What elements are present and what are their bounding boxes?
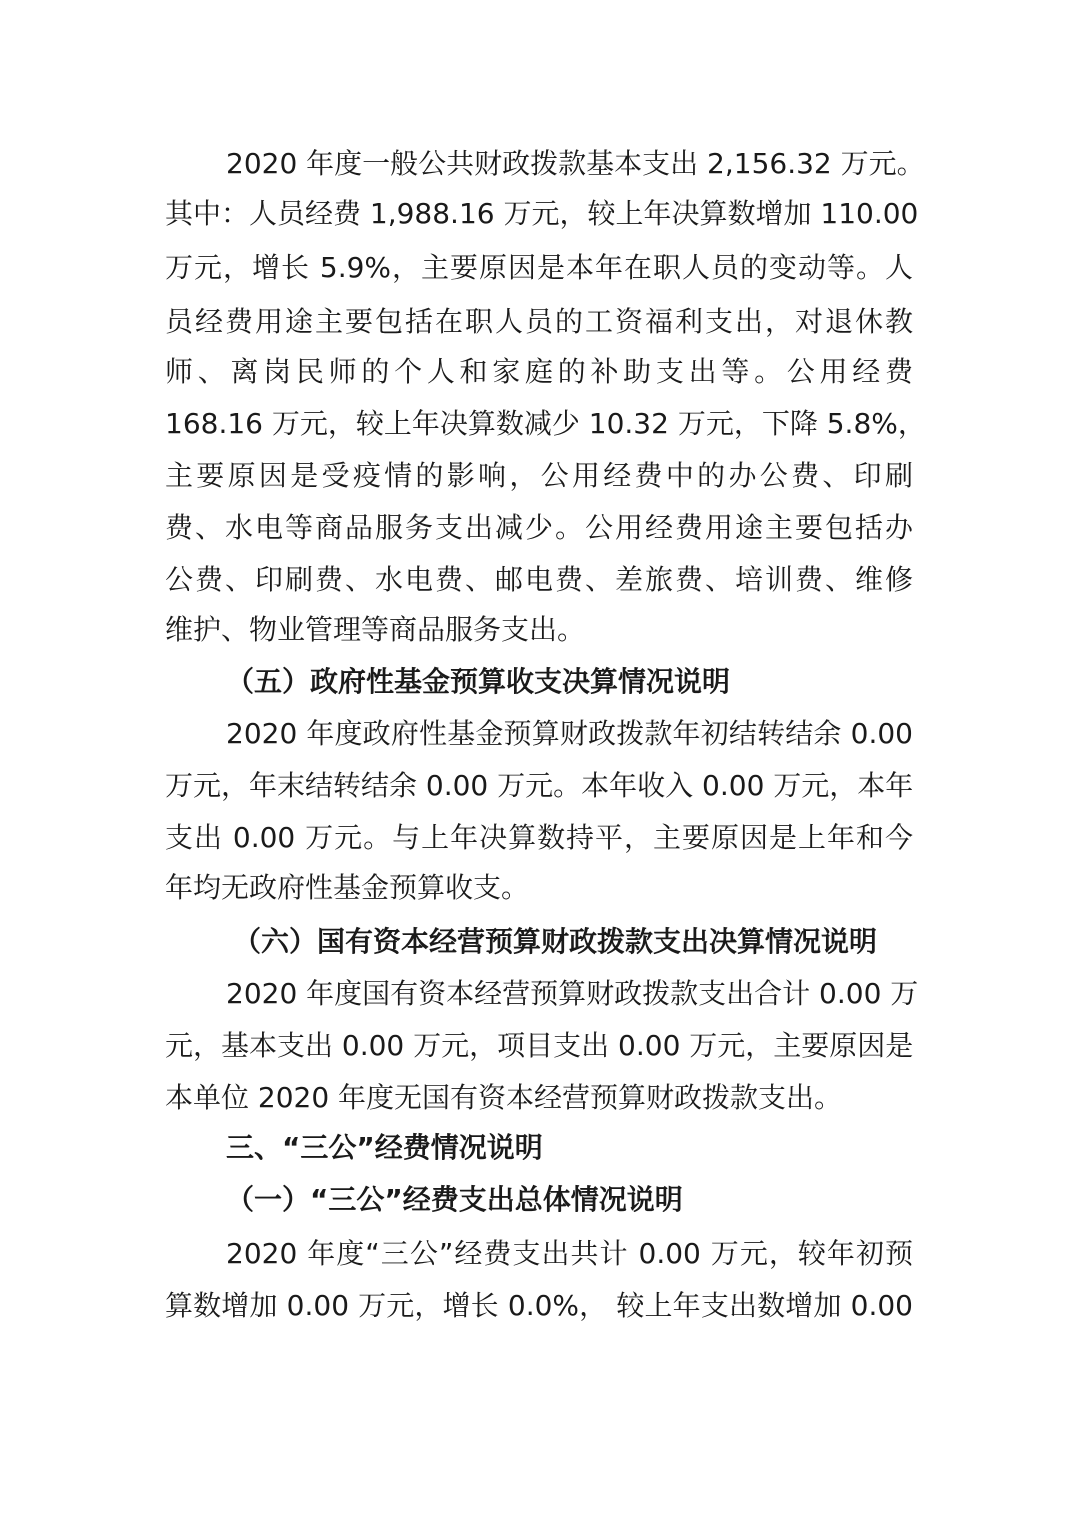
paragraph-line: 费、水电等商品服务支出减少。公用经费用途主要包括办 — [165, 511, 913, 544]
paragraph-line: 2020 年度政府性基金预算财政拨款年初结转结余 0.00 — [226, 717, 913, 750]
paragraph-line: 万元，年末结转结余 0.00 万元。本年收入 0.00 万元，本年 — [165, 769, 914, 802]
section-heading: （一）“三公”经费支出总体情况说明 — [226, 1183, 683, 1216]
paragraph-line: 算数增加 0.00 万元，增长 0.0%， 较上年支出数增加 0.00 — [165, 1289, 913, 1322]
section-heading: （五）政府性基金预算收支决算情况说明 — [226, 665, 731, 698]
paragraph-line: 2020 年度“三公”经费支出共计 0.00 万元，较年初预 — [226, 1237, 913, 1270]
chapter-heading: 三、“三公”经费情况说明 — [226, 1131, 543, 1164]
paragraph-line: 维护、物业管理等商品服务支出。 — [165, 613, 586, 646]
paragraph-line: 其中：人员经费 1,988.16 万元，较上年决算数增加 110.00 — [165, 197, 919, 230]
paragraph-line: 主要原因是受疫情的影响，公用经费中的办公费、印刷 — [165, 459, 913, 492]
paragraph-line: 本单位 2020 年度无国有资本经营预算财政拨款支出。 — [165, 1081, 843, 1114]
section-heading: （六）国有资本经营预算财政拨款支出决算情况说明 — [233, 925, 878, 958]
paragraph-line: 年均无政府性基金预算收支。 — [165, 871, 530, 904]
paragraph-line: 员经费用途主要包括在职人员的工资福利支出，对退休教 — [165, 305, 913, 338]
paragraph-line: 支出 0.00 万元。与上年决算数持平，主要原因是上年和今 — [165, 821, 913, 854]
paragraph-line: 公费、印刷费、水电费、邮电费、差旅费、培训费、维修 — [165, 563, 913, 596]
paragraph-line: 2020 年度一般公共财政拨款基本支出 2,156.32 万元。 — [226, 147, 925, 180]
paragraph-line: 2020 年度国有资本经营预算财政拨款支出合计 0.00 万 — [226, 977, 919, 1010]
paragraph-line: 万元，增长 5.9%，主要原因是本年在职人员的变动等。人 — [165, 251, 913, 284]
paragraph-line: 168.16 万元，较上年决算数减少 10.32 万元，下降 5.8%， — [165, 407, 926, 440]
paragraph-line: 师、离岗民师的个人和家庭的补助支出等。公用经费 — [165, 355, 913, 388]
paragraph-line: 元，基本支出 0.00 万元，项目支出 0.00 万元，主要原因是 — [165, 1029, 914, 1062]
